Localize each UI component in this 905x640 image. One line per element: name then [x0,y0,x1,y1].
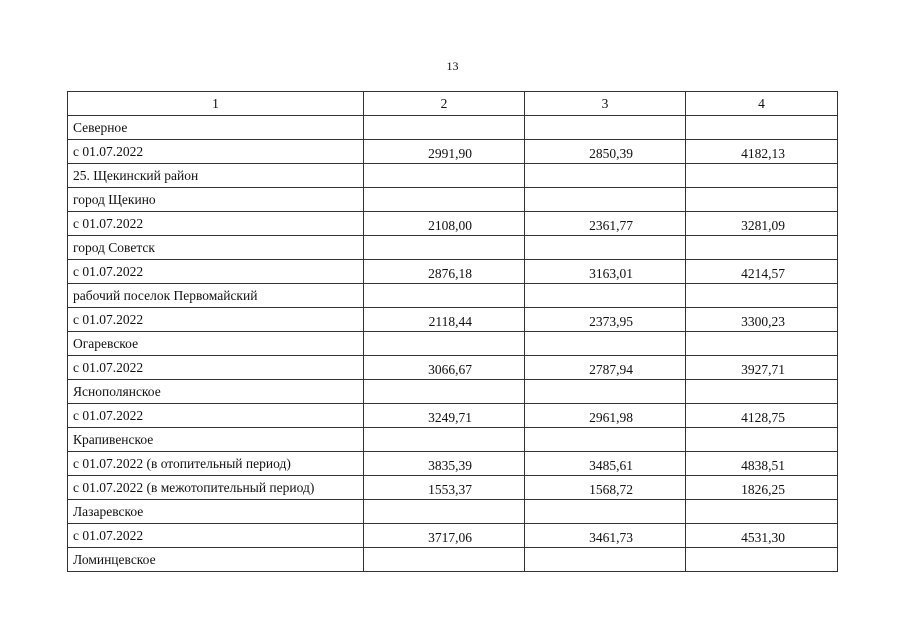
value-col-3 [525,548,686,572]
table-row [68,404,838,428]
value-col-3: 2787,94 [525,356,686,380]
value-col-3: 3163,01 [525,260,686,284]
row-label: Крапивенское [68,428,364,452]
value-col-4 [686,500,838,524]
value-col-4: 4531,30 [686,524,838,548]
value-col-3: 2373,95 [525,308,686,332]
row-label: 25. Щекинский район [68,164,364,188]
value-col-4 [686,332,838,356]
value-col-3 [525,428,686,452]
table-body [68,116,838,572]
value-col-3 [525,116,686,140]
table-row [68,380,838,404]
row-label: с 01.07.2022 [68,404,364,428]
value-col-4 [686,116,838,140]
row-label: Ломинцевское [68,548,364,572]
table-row [68,188,838,212]
value-col-4 [686,164,838,188]
value-col-3 [525,164,686,188]
value-col-2: 3717,06 [364,524,525,548]
table-row [68,212,838,236]
value-col-2: 3066,67 [364,356,525,380]
value-col-2: 3835,39 [364,452,525,476]
table-row [68,116,838,140]
value-col-2: 3249,71 [364,404,525,428]
value-col-3 [525,380,686,404]
table-row [68,428,838,452]
value-col-2 [364,548,525,572]
row-label: Яснополянское [68,380,364,404]
row-label: Лазаревское [68,500,364,524]
value-col-3 [525,500,686,524]
value-col-2: 2876,18 [364,260,525,284]
row-label: Северное [68,116,364,140]
value-col-3 [525,188,686,212]
value-col-3: 2850,39 [525,140,686,164]
value-col-4 [686,236,838,260]
column-header: 2 [364,92,525,116]
value-col-4: 4214,57 [686,260,838,284]
value-col-4 [686,380,838,404]
row-label: с 01.07.2022 (в межотопительный период) [68,476,364,500]
column-header: 3 [525,92,686,116]
value-col-2: 2118,44 [364,308,525,332]
value-col-2 [364,380,525,404]
value-col-4: 3927,71 [686,356,838,380]
value-col-4: 3281,09 [686,212,838,236]
value-col-4: 4128,75 [686,404,838,428]
value-col-4: 4182,13 [686,140,838,164]
value-col-2: 2108,00 [364,212,525,236]
value-col-2 [364,164,525,188]
tariff-table [67,91,838,572]
value-col-3: 2361,77 [525,212,686,236]
value-col-2 [364,500,525,524]
value-col-3 [525,332,686,356]
row-label: с 01.07.2022 [68,260,364,284]
value-col-4 [686,188,838,212]
row-label: с 01.07.2022 [68,140,364,164]
row-label: Огаревское [68,332,364,356]
table-row [68,452,838,476]
value-col-2: 2991,90 [364,140,525,164]
value-col-2 [364,236,525,260]
table-row [68,140,838,164]
value-col-2 [364,116,525,140]
table-row [68,476,838,500]
value-col-2: 1553,37 [364,476,525,500]
table-row [68,236,838,260]
row-label: с 01.07.2022 (в отопительный период) [68,452,364,476]
value-col-4: 3300,23 [686,308,838,332]
table-row [68,260,838,284]
value-col-2 [364,332,525,356]
value-col-3: 1568,72 [525,476,686,500]
value-col-4: 4838,51 [686,452,838,476]
table-row [68,524,838,548]
value-col-4 [686,428,838,452]
row-label: рабочий поселок Первомайский [68,284,364,308]
row-label: с 01.07.2022 [68,524,364,548]
value-col-3: 3461,73 [525,524,686,548]
value-col-4 [686,548,838,572]
column-header: 1 [68,92,364,116]
value-col-3: 3485,61 [525,452,686,476]
value-col-3: 2961,98 [525,404,686,428]
table-row [68,308,838,332]
table-row [68,284,838,308]
table-row [68,356,838,380]
row-label: город Советск [68,236,364,260]
table-header-row [68,92,838,116]
value-col-3 [525,236,686,260]
page-number: 13 [446,59,459,73]
table-row [68,548,838,572]
table-row [68,164,838,188]
value-col-2 [364,188,525,212]
row-label: с 01.07.2022 [68,308,364,332]
value-col-4: 1826,25 [686,476,838,500]
column-header: 4 [686,92,838,116]
row-label: с 01.07.2022 [68,212,364,236]
row-label: с 01.07.2022 [68,356,364,380]
table-row [68,332,838,356]
value-col-2 [364,284,525,308]
value-col-3 [525,284,686,308]
row-label: город Щекино [68,188,364,212]
value-col-2 [364,428,525,452]
table-row [68,500,838,524]
value-col-4 [686,284,838,308]
